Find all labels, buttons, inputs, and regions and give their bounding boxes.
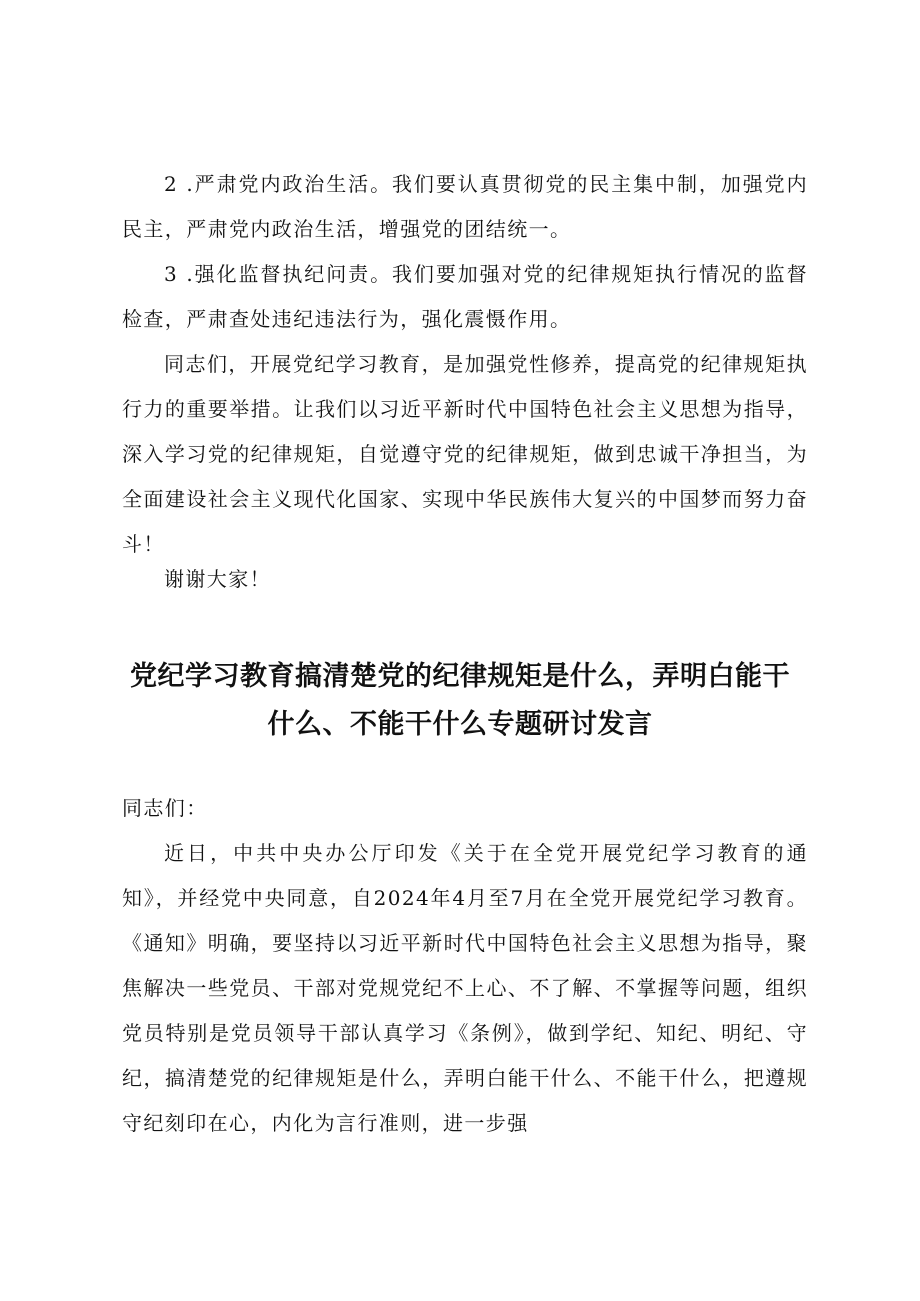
paragraph-item-3: 3 .强化监督执纪问责。我们要加强对党的纪律规矩执行情况的监督检查，严肃查处违纪违法行为，强化震慑作用。	[122, 262, 808, 331]
document-title-line-2: 什么、不能干什么专题研讨发言	[267, 709, 653, 740]
document-title-line-1: 党纪学习教育搞清楚党的纪律规矩是什么，弄明白能干	[130, 661, 790, 692]
salutation: 同志们：	[122, 796, 208, 820]
paragraph-thanks: 谢谢大家！	[164, 567, 271, 591]
paragraph-closing: 同志们，开展党纪学习教育，是加强党性修养，提高党的纪律规矩执行力的重要举措。让我们以习近平新时代中国特色社会主义思想为指导，深入学习党的纪律规矩，自觉遵守党的纪律规矩，做到忠诚干净担当，为全面建设社会主义现代化国家、实现中华民族伟大复兴的中国梦而努力奋斗！	[122, 352, 808, 556]
paragraph-item-2: 2 .严肃党内政治生活。我们要认真贯彻党的民主集中制，加强党内民主，严肃党内政治生活，增强党的团结统一。	[122, 172, 808, 241]
body-paragraph: 近日，中共中央办公厅印发《关于在全党开展党纪学习教育的通知》，并经党中央同意，自2024年4月至7月在全党开展党纪学习教育。《通知》明确，要坚持以习近平新时代中国特色社会主义思想为指导，聚焦解决一些党员、干部对党规党纪不上心、不了解、不掌握等问题，组织党员特别是党员领导干部认真学习《条例》，做到学纪、知纪、明纪、守纪，搞清楚党的纪律规矩是什么，弄明白能干什么、不能干什么，把遵规守纪刻印在心，内化为言行准则，进一步强	[122, 841, 808, 1135]
